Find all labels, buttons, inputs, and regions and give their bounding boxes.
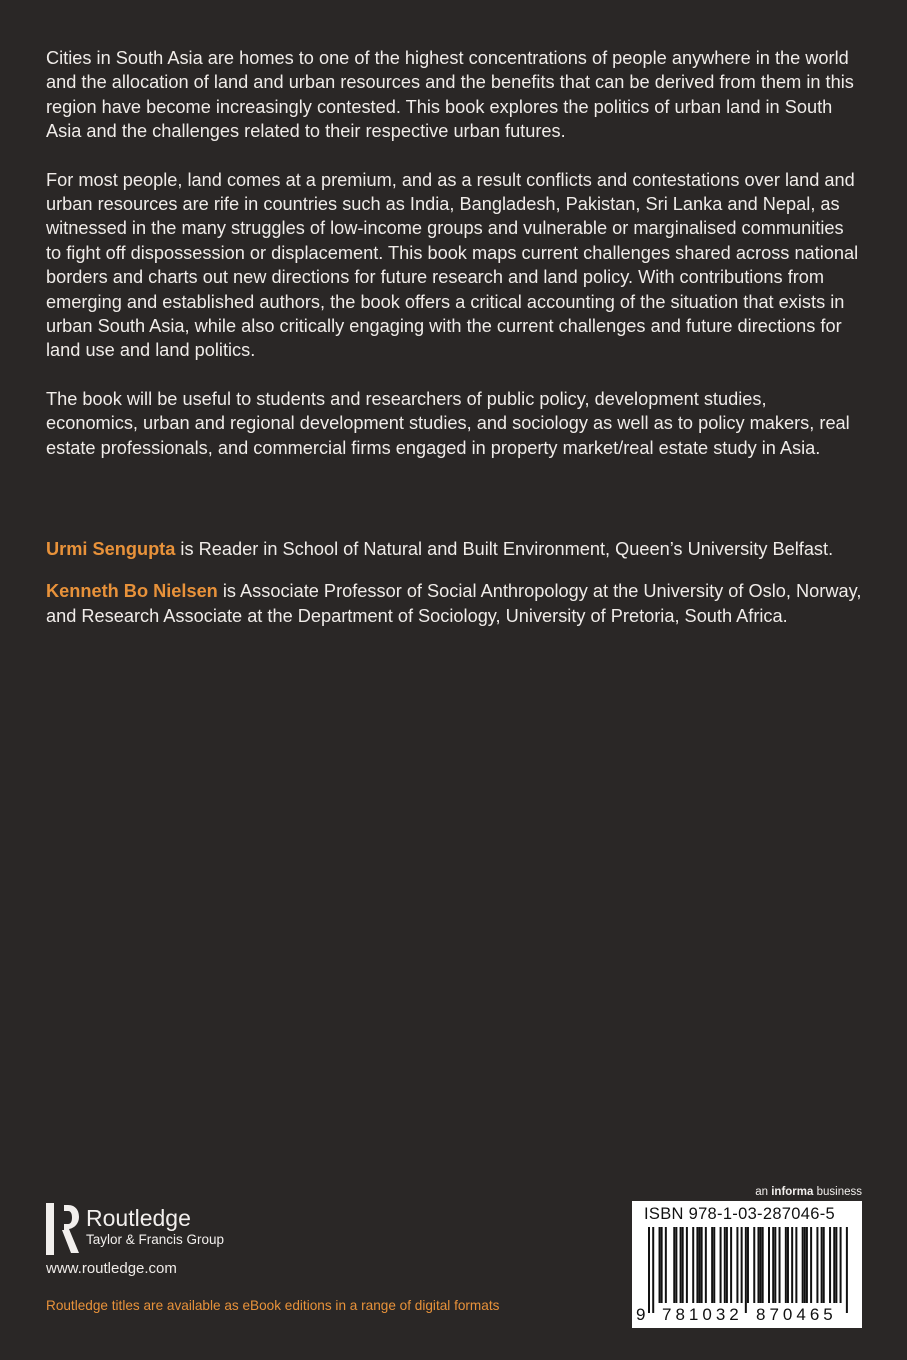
- barcode-bar: [713, 1227, 715, 1303]
- routledge-logo-icon: [46, 1203, 80, 1255]
- barcode-bar: [757, 1227, 759, 1303]
- barcode-bar: [823, 1227, 825, 1303]
- barcode-bar: [692, 1227, 694, 1303]
- isbn-number: ISBN 978-1-03-287046-5: [644, 1205, 835, 1223]
- barcode-bar: [652, 1227, 654, 1313]
- barcode-bar: [835, 1227, 837, 1303]
- barcode-bar: [665, 1227, 667, 1303]
- barcode-bar: [682, 1227, 684, 1303]
- publisher-name: Routledge: [86, 1205, 191, 1231]
- barcode-bar: [804, 1227, 806, 1303]
- author-bio-1: [46, 537, 862, 561]
- barcode-bar: [753, 1227, 755, 1303]
- informa-brand: informa: [771, 1186, 814, 1198]
- barcode-bar: [680, 1227, 682, 1303]
- barcode-bar: [829, 1227, 831, 1303]
- barcode-bar: [816, 1227, 818, 1303]
- author-bio-2: [46, 579, 862, 628]
- barcode-bar: [673, 1227, 675, 1303]
- publisher-logo: [46, 1203, 346, 1255]
- barcode-bar: [787, 1227, 789, 1303]
- barcode-bar: [724, 1227, 726, 1303]
- barcode-bar: [802, 1227, 804, 1303]
- barcode-bar: [659, 1227, 661, 1303]
- barcode-bar: [711, 1227, 713, 1303]
- barcode-bar: [675, 1227, 677, 1303]
- barcode-bar: [648, 1227, 650, 1313]
- isbn-barcode-box: [632, 1201, 862, 1328]
- barcode-bar: [840, 1227, 842, 1303]
- barcode-bar: [701, 1227, 703, 1303]
- book-description: [46, 46, 862, 484]
- barcode-bar: [760, 1227, 762, 1303]
- barcode-bar: [846, 1227, 848, 1313]
- barcode-bar: [661, 1227, 663, 1303]
- barcode-bar: [720, 1227, 722, 1303]
- barcode-bar: [791, 1227, 793, 1303]
- publisher-url[interactable]: www.routledge.com: [46, 1260, 177, 1277]
- author-name-2: Kenneth Bo Nielsen: [46, 581, 218, 602]
- barcode-bar: [699, 1227, 701, 1303]
- barcode-right-digits: 870465: [756, 1305, 837, 1324]
- barcode-bar: [762, 1227, 764, 1303]
- barcode-bar: [785, 1227, 787, 1303]
- barcode-bar: [745, 1227, 747, 1313]
- barcode-bar: [833, 1227, 835, 1303]
- ebook-note: Routledge titles are available as eBook editions in a range of digital formats: [46, 1298, 500, 1313]
- barcode-bar: [779, 1227, 781, 1303]
- barcode-bar: [774, 1227, 776, 1303]
- barcode-bar: [726, 1227, 728, 1303]
- informa-business-tagline: [755, 1186, 862, 1198]
- barcode-bar: [730, 1227, 732, 1303]
- barcode-bar: [768, 1227, 770, 1303]
- author-bio-text-1: is Reader in School of Natural and Built Environment, Queen’s University Belfast.: [175, 539, 834, 559]
- author-bios: [46, 537, 862, 646]
- barcode-bar: [741, 1227, 743, 1303]
- barcode-bar: [772, 1227, 774, 1303]
- barcode-bar: [747, 1227, 749, 1303]
- author-bio-text-2: is Associate Professor of Social Anthropology at the University of Oslo, Norway, and Research Associate at the Department of Sociology, University of Pretoria, South Africa.: [46, 581, 862, 626]
- description-paragraph-3: The book will be useful to students and researchers of public policy, development studies, economics, urban and regional development studies, and sociology as well as to policy makers, real estate professionals, and commercial firms engaged in property market/real estate study in Asia.: [46, 388, 850, 458]
- informa-prefix: an: [755, 1186, 772, 1198]
- barcode-bar: [686, 1227, 688, 1303]
- author-name-1: Urmi Sengupta: [46, 539, 176, 559]
- barcode-bar: [795, 1227, 797, 1303]
- barcode-bar: [736, 1227, 738, 1303]
- publisher-group: Taylor & Francis Group: [86, 1232, 225, 1247]
- informa-suffix: business: [813, 1186, 862, 1198]
- barcode-first-digit: 9: [636, 1305, 646, 1324]
- barcode-bar: [806, 1227, 808, 1303]
- barcode-bar: [696, 1227, 698, 1303]
- barcode-bar: [705, 1227, 707, 1303]
- barcode-bar: [810, 1227, 812, 1303]
- description-paragraph-2: For most people, land comes at a premium, and as a result conflicts and contestations over land and urban resources are rife in countries such as India, Bangladesh, Pakistan, Sri Lanka and Nepal, as witnessed in the many struggles of low-income groups and vulnerable or marginalised communities to fight off dispossession or displacement. This book maps current challenges shared across national borders and charts out new directions for future research and land policy. With contributions from emerging and established authors, the book offers a critical accounting of the situation that exists in urban South Asia, while also critically engaging with the current challenges and future directions for land use and land politics.: [46, 169, 859, 361]
- barcode-left-digits: 781032: [662, 1305, 743, 1324]
- barcode-bar: [821, 1227, 823, 1303]
- description-paragraph-1: Cities in South Asia are homes to one of the highest concentrations of people anywhere in the world and the allocation of land and urban resources and the benefits that can be derived from them in this region have become increasingly contested. This book explores the politics of urban land in South Asia and the challenges related to their respective urban futures.: [46, 48, 854, 142]
